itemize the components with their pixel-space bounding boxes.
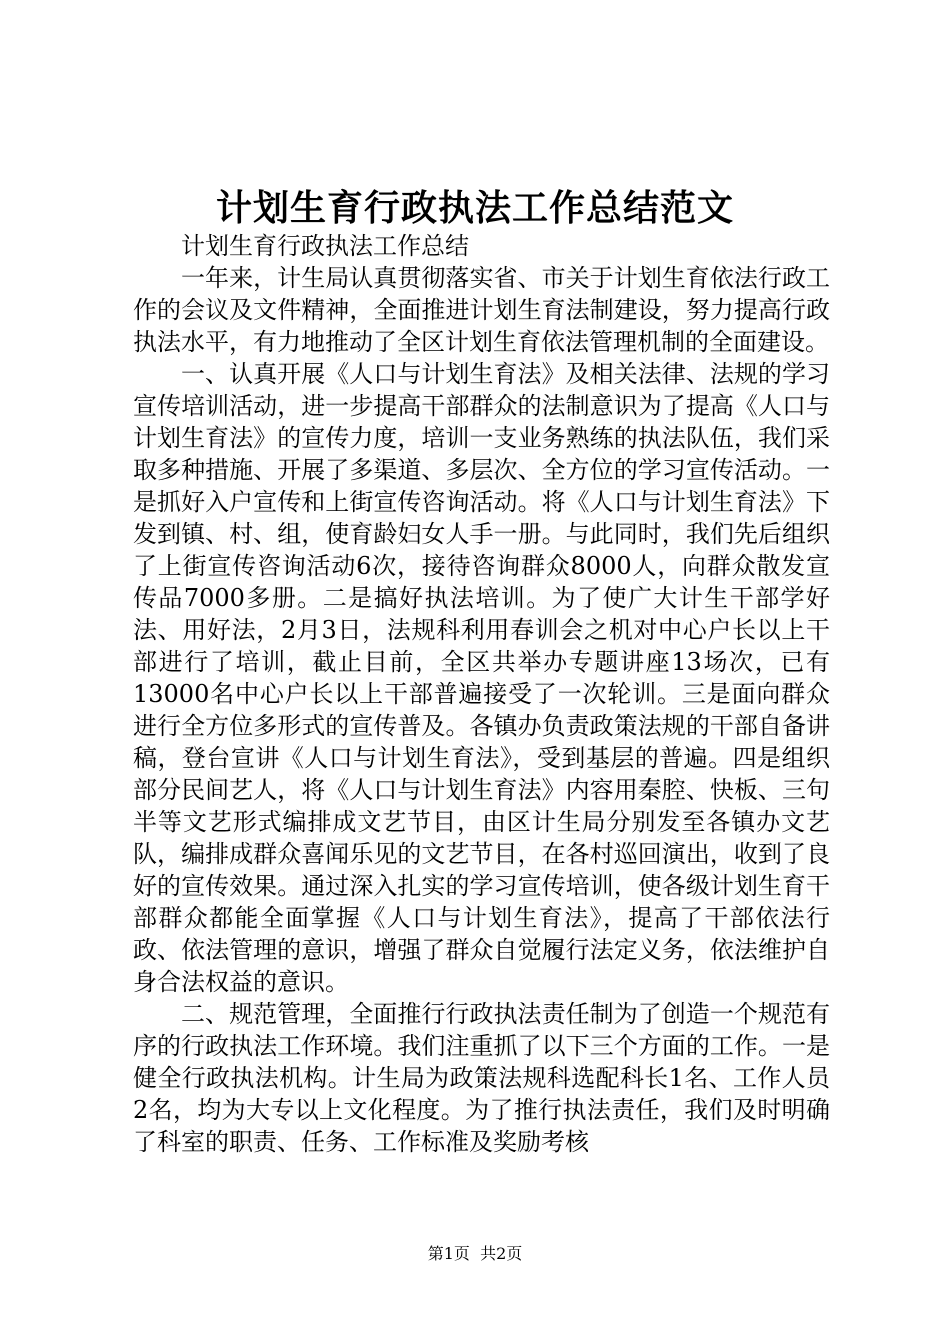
paragraph-intro: 一年来，计生局认真贯彻落实省、市关于计划生育依法行政工作的会议及文件精神，全面推进计划生育法制建设，努力提高行政执法水平，有力地推动了全区计划生育依法管理机制的全面建设。 — [133, 264, 830, 356]
document-title: 计划生育行政执法工作总结范文 — [215, 188, 734, 229]
page-total: 共2页 — [480, 1244, 523, 1263]
paragraph-section-one: 一、认真开展《人口与计划生育法》及相关法律、法规的学习宣传培训活动，进一步提高干部群众的法制意识为了提高《人口与计划生育法》的宣传力度，培训一支业务熟练的执法队伍，我们采取多种措施、开展了多渠道、多层次、全方位的学习宣传活动。一是抓好入户宣传和上街宣传咨询活动。将《人口与计划生育法》下发到镇、村、组，使育龄妇女人手一册。与此同时，我们先后组织了上街宣传咨询活动6次，接待咨询群众8000人，向群众散发宣传品7000多册。二是搞好执法培训。为了使广大计生干部学好法、用好法，2月3日，法规科利用春训会之机对中心户长以上干部进行了培训，截止目前，全区共举办专题讲座13场次，已有13000名中心户长以上干部普遍接受了一次轮训。三是面向群众进行全方位多形式的宣传普及。各镇办负责政策法规的干部自备讲稿，登台宣讲《人口与计划生育法》，受到基层的普遍。四是组织部分民间艺人，将《人口与计划生育法》内容用秦腔、快板、三句半等文艺形式编排成文艺节目，由区计生局分别发至各镇办文艺队，编排成群众喜闻乐见的文艺节目，在各村巡回演出，收到了良好的宣传效果。通过深入扎实的学习宣传培训，使各级计划生育干部群众都能全面掌握《人口与计划生育法》，提高了干部依法行政、依法管理的意识，增强了群众自觉履行法定义务，依法维护自身合法权益的意识。 — [133, 360, 830, 996]
document-subtitle: 计划生育行政执法工作总结 — [181, 232, 469, 260]
page-footer — [0, 1242, 950, 1266]
paragraph-section-two: 二、规范管理，全面推行行政执法责任制为了创造一个规范有序的行政执法工作环境。我们注重抓了以下三个方面的工作。一是健全行政执法机构。计生局为政策法规科选配科长1名、工作人员2名，均为大专以上文化程度。为了推行执法责任，我们及时明确了科室的职责、任务、工作标准及奖励考核 — [133, 1000, 830, 1156]
page-number: 第1页 — [427, 1244, 470, 1263]
document-body — [133, 230, 830, 1158]
